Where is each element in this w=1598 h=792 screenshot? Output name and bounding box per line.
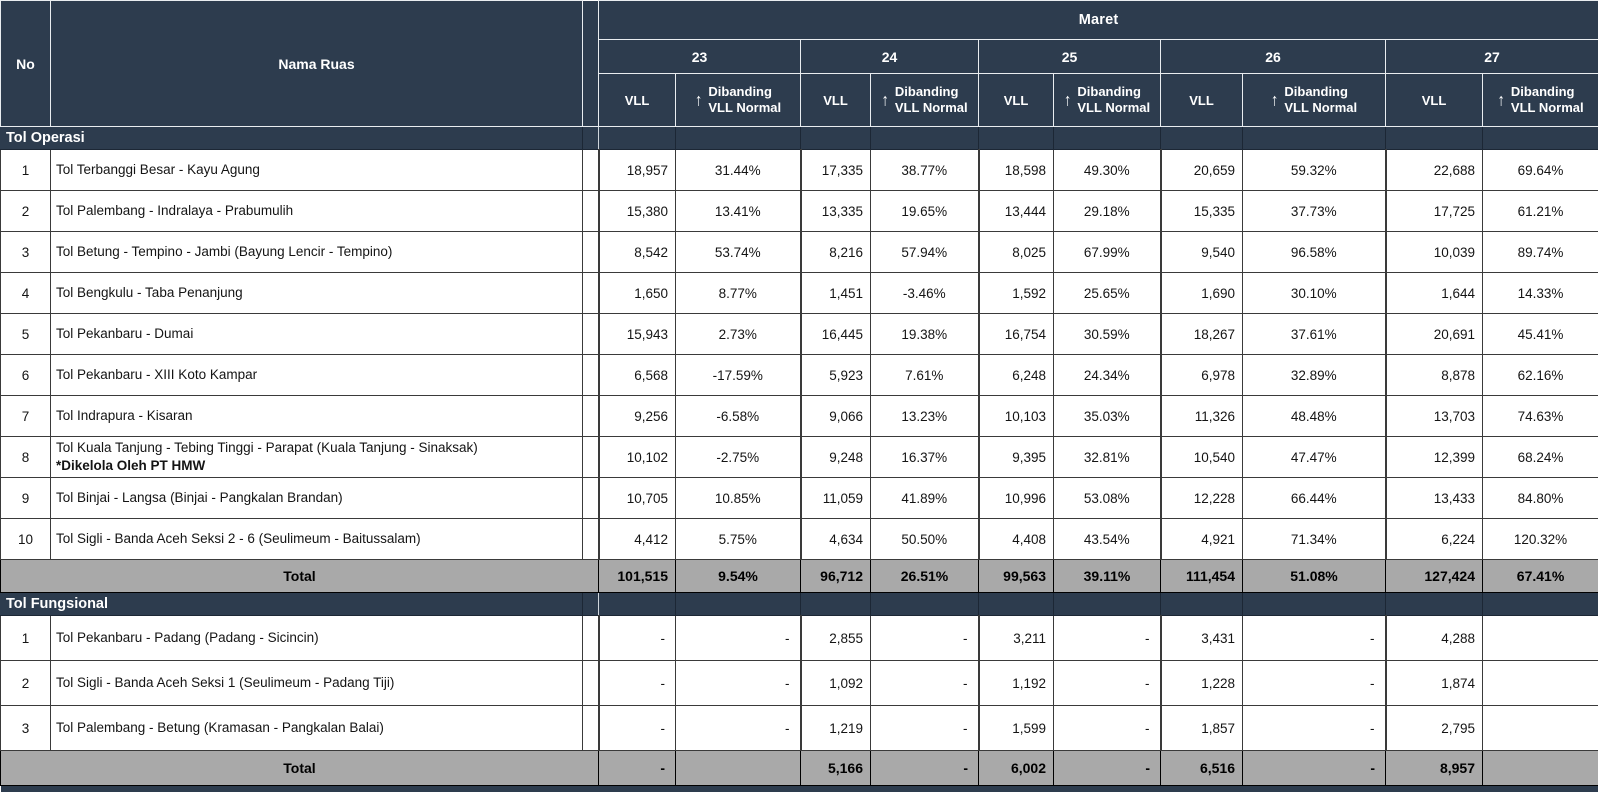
- vll-cell: 4,288: [1386, 616, 1483, 661]
- dibanding-cell: -: [871, 706, 979, 751]
- section-band-cell: [1161, 593, 1243, 616]
- vll-cell: 3,431: [1161, 616, 1243, 661]
- table-row: [1, 273, 1598, 314]
- dibanding-cell: 71.34%: [1243, 519, 1386, 560]
- day-header-25: 25: [979, 40, 1161, 74]
- section-band-cell: [979, 127, 1054, 150]
- ruas-name-cell: [51, 519, 583, 560]
- section-band-cell: [871, 127, 979, 150]
- dibanding-header-lines: [895, 84, 968, 117]
- ruas-name-text: Tol Pekanbaru - XIII Koto Kampar: [56, 366, 580, 384]
- dibanding-line2: VLL Normal: [1077, 100, 1150, 116]
- dibanding-cell: -: [1243, 706, 1386, 751]
- total-vll-cell: 127,424: [1386, 560, 1483, 593]
- total-label: Total: [1, 560, 599, 593]
- vll-cell: 13,433: [1386, 478, 1483, 519]
- vll-cell: 1,192: [979, 661, 1054, 706]
- total-vll-cell: 5,166: [801, 751, 871, 786]
- vll-column-header: VLL: [1161, 74, 1243, 127]
- dibanding-cell: [1483, 616, 1598, 661]
- vll-cell: 1,874: [1386, 661, 1483, 706]
- dibanding-cell: 74.63%: [1483, 396, 1598, 437]
- vll-cell: 4,921: [1161, 519, 1243, 560]
- vll-cell: 15,335: [1161, 191, 1243, 232]
- row-number-cell: 1: [1, 616, 51, 661]
- vll-cell: -: [599, 616, 676, 661]
- vll-cell: 11,326: [1161, 396, 1243, 437]
- dibanding-line1: Dibanding: [1284, 84, 1357, 100]
- vll-cell: 1,219: [801, 706, 871, 751]
- vll-cell: 1,857: [1161, 706, 1243, 751]
- dibanding-cell: 61.21%: [1483, 191, 1598, 232]
- section-band-cell: [599, 593, 676, 616]
- section-band-cell: [871, 593, 979, 616]
- total-dibanding-cell: 67.41%: [1483, 560, 1598, 593]
- up-arrow-icon: ↑: [1497, 91, 1505, 108]
- dibanding-header-content: [676, 84, 800, 117]
- dibanding-cell: 24.34%: [1054, 355, 1161, 396]
- dibanding-line2: VLL Normal: [708, 100, 781, 116]
- dibanding-cell: 41.89%: [871, 478, 979, 519]
- dibanding-cell: 8.77%: [676, 273, 801, 314]
- row-number-cell: 6: [1, 355, 51, 396]
- day-header-24: 24: [801, 40, 979, 74]
- ruas-name-cell: [51, 478, 583, 519]
- ruas-name-cell: [51, 616, 583, 661]
- total-dibanding-cell: [1483, 751, 1598, 786]
- vll-cell: 9,540: [1161, 232, 1243, 273]
- vll-cell: 17,335: [801, 150, 871, 191]
- table-row: [1, 314, 1598, 355]
- table-row: [1, 519, 1598, 560]
- dibanding-cell: 62.16%: [1483, 355, 1598, 396]
- column-header-nama-ruas: Nama Ruas: [51, 1, 583, 127]
- spacer-cell: [583, 273, 599, 314]
- vll-cell: 1,690: [1161, 273, 1243, 314]
- vll-cell: -: [599, 706, 676, 751]
- ruas-name-cell: [51, 437, 583, 478]
- dibanding-cell: 68.24%: [1483, 437, 1598, 478]
- vll-cell: 18,598: [979, 150, 1054, 191]
- row-number-cell: 2: [1, 191, 51, 232]
- ruas-name-text: Tol Palembang - Indralaya - Prabumulih: [56, 202, 580, 220]
- dibanding-column-header: [676, 74, 801, 127]
- dibanding-cell: 50.50%: [871, 519, 979, 560]
- section-band-cell: [1243, 127, 1386, 150]
- ruas-name-cell: [51, 273, 583, 314]
- vll-cell: 20,659: [1161, 150, 1243, 191]
- dibanding-cell: 13.23%: [871, 396, 979, 437]
- dibanding-cell: -: [676, 706, 801, 751]
- dibanding-cell: 30.10%: [1243, 273, 1386, 314]
- dibanding-cell: [1483, 661, 1598, 706]
- total-dibanding-cell: 26.51%: [871, 560, 979, 593]
- vll-cell: 1,644: [1386, 273, 1483, 314]
- dibanding-cell: 53.74%: [676, 232, 801, 273]
- vll-cell: 1,592: [979, 273, 1054, 314]
- dibanding-cell: -3.46%: [871, 273, 979, 314]
- dibanding-cell: 37.61%: [1243, 314, 1386, 355]
- row-number-cell: 4: [1, 273, 51, 314]
- ruas-name-text: Tol Sigli - Banda Aceh Seksi 2 - 6 (Seulimeum - Baitussalam): [56, 530, 580, 548]
- dibanding-cell: 10.85%: [676, 478, 801, 519]
- dibanding-header-content: [1483, 84, 1598, 117]
- dibanding-cell: -: [1243, 616, 1386, 661]
- vll-column-header: VLL: [801, 74, 871, 127]
- vll-column-header: VLL: [1386, 74, 1483, 127]
- row-number-cell: 5: [1, 314, 51, 355]
- dibanding-cell: 43.54%: [1054, 519, 1161, 560]
- dibanding-cell: 7.61%: [871, 355, 979, 396]
- ruas-name-note: *Dikelola Oleh PT HMW: [56, 457, 580, 475]
- dibanding-cell: -17.59%: [676, 355, 801, 396]
- ruas-name-text: Tol Sigli - Banda Aceh Seksi 1 (Seulimeum - Padang Tiji): [56, 674, 580, 692]
- row-number-cell: 9: [1, 478, 51, 519]
- dibanding-cell: 19.38%: [871, 314, 979, 355]
- vll-cell: 20,691: [1386, 314, 1483, 355]
- vll-cell: 10,705: [599, 478, 676, 519]
- dibanding-cell: 53.08%: [1054, 478, 1161, 519]
- dibanding-cell: 30.59%: [1054, 314, 1161, 355]
- dibanding-cell: -: [1054, 661, 1161, 706]
- dibanding-cell: -: [676, 616, 801, 661]
- row-number-cell: 1: [1, 150, 51, 191]
- vll-cell: 18,957: [599, 150, 676, 191]
- total-dibanding-cell: 51.08%: [1243, 560, 1386, 593]
- dibanding-cell: 38.77%: [871, 150, 979, 191]
- dibanding-cell: 16.37%: [871, 437, 979, 478]
- spacer-cell: [583, 661, 599, 706]
- table-row: [1, 355, 1598, 396]
- dibanding-column-header: [871, 74, 979, 127]
- vll-cell: 9,256: [599, 396, 676, 437]
- total-row: [1, 751, 1598, 786]
- dibanding-cell: 37.73%: [1243, 191, 1386, 232]
- vll-cell: 13,444: [979, 191, 1054, 232]
- vll-cell: 8,025: [979, 232, 1054, 273]
- section-band-cell: [676, 127, 801, 150]
- section-row: [1, 127, 1598, 150]
- dibanding-cell: -: [676, 661, 801, 706]
- bottom-section-strip: [1, 786, 1598, 792]
- dibanding-cell: 69.64%: [1483, 150, 1598, 191]
- vll-cell: 1,650: [599, 273, 676, 314]
- dibanding-cell: -: [1243, 661, 1386, 706]
- vll-cell: 10,102: [599, 437, 676, 478]
- column-header-no: No: [1, 1, 51, 127]
- section-label: Tol Operasi: [1, 127, 583, 150]
- vll-cell: 4,634: [801, 519, 871, 560]
- dibanding-line2: VLL Normal: [895, 100, 968, 116]
- ruas-name-cell: [51, 396, 583, 437]
- dibanding-header-lines: [1284, 84, 1357, 117]
- row-number-cell: 7: [1, 396, 51, 437]
- row-number-cell: 3: [1, 232, 51, 273]
- spacer-cell: [583, 191, 599, 232]
- spacer-cell: [583, 593, 599, 616]
- dibanding-cell: 67.99%: [1054, 232, 1161, 273]
- ruas-name-text: Tol Terbanggi Besar - Kayu Agung: [56, 161, 580, 179]
- table-row: [1, 191, 1598, 232]
- ruas-name-text: Tol Pekanbaru - Padang (Padang - Sicincin): [56, 629, 580, 647]
- ruas-name-cell: [51, 706, 583, 751]
- total-vll-cell: 111,454: [1161, 560, 1243, 593]
- dibanding-cell: -: [871, 661, 979, 706]
- vll-cell: 1,228: [1161, 661, 1243, 706]
- dibanding-cell: -2.75%: [676, 437, 801, 478]
- total-label: Total: [1, 751, 599, 786]
- section-band-cell: [1243, 593, 1386, 616]
- dibanding-cell: -: [1054, 616, 1161, 661]
- ruas-name-text: Tol Kuala Tanjung - Tebing Tinggi - Parapat (Kuala Tanjung - Sinaksak): [56, 439, 580, 457]
- up-arrow-icon: ↑: [1271, 91, 1279, 108]
- dibanding-cell: 48.48%: [1243, 396, 1386, 437]
- total-dibanding-cell: 9.54%: [676, 560, 801, 593]
- dibanding-cell: 35.03%: [1054, 396, 1161, 437]
- spacer-cell: [583, 478, 599, 519]
- dibanding-column-header: [1243, 74, 1386, 127]
- dibanding-cell: -6.58%: [676, 396, 801, 437]
- dibanding-cell: 89.74%: [1483, 232, 1598, 273]
- row-number-cell: 3: [1, 706, 51, 751]
- vll-cell: 17,725: [1386, 191, 1483, 232]
- spacer-cell: [583, 396, 599, 437]
- dibanding-cell: 66.44%: [1243, 478, 1386, 519]
- dibanding-cell: 47.47%: [1243, 437, 1386, 478]
- dibanding-line1: Dibanding: [708, 84, 781, 100]
- vll-cell: 2,795: [1386, 706, 1483, 751]
- vll-cell: 9,066: [801, 396, 871, 437]
- vll-cell: 15,943: [599, 314, 676, 355]
- table-row: [1, 437, 1598, 478]
- vll-cell: 12,399: [1386, 437, 1483, 478]
- vll-cell: 10,103: [979, 396, 1054, 437]
- dibanding-header-content: [871, 84, 978, 117]
- up-arrow-icon: ↑: [881, 91, 889, 108]
- spacer-cell: [583, 355, 599, 396]
- table-header: [1, 1, 1598, 127]
- dibanding-cell: 5.75%: [676, 519, 801, 560]
- ruas-name-cell: [51, 314, 583, 355]
- total-dibanding-cell: -: [1243, 751, 1386, 786]
- section-band-cell: [801, 593, 871, 616]
- row-number-cell: 10: [1, 519, 51, 560]
- ruas-name-text: Tol Bengkulu - Taba Penanjung: [56, 284, 580, 302]
- dibanding-header-lines: [1511, 84, 1584, 117]
- up-arrow-icon: ↑: [695, 91, 703, 108]
- day-header-27: 27: [1386, 40, 1598, 74]
- ruas-name-cell: [51, 661, 583, 706]
- total-vll-cell: 6,516: [1161, 751, 1243, 786]
- vll-cell: 1,599: [979, 706, 1054, 751]
- spacer-cell: [583, 314, 599, 355]
- section-band-cell: [1161, 127, 1243, 150]
- dibanding-cell: 32.89%: [1243, 355, 1386, 396]
- row-number-cell: 8: [1, 437, 51, 478]
- vll-cell: 8,542: [599, 232, 676, 273]
- total-vll-cell: 99,563: [979, 560, 1054, 593]
- section-band-cell: [1386, 127, 1483, 150]
- dibanding-cell: 14.33%: [1483, 273, 1598, 314]
- dibanding-line2: VLL Normal: [1284, 100, 1357, 116]
- dibanding-cell: 2.73%: [676, 314, 801, 355]
- vll-cell: 4,408: [979, 519, 1054, 560]
- dibanding-column-header: [1483, 74, 1598, 127]
- vll-cell: 10,996: [979, 478, 1054, 519]
- section-band-cell: [1054, 593, 1161, 616]
- total-dibanding-cell: 39.11%: [1054, 560, 1161, 593]
- total-vll-cell: 96,712: [801, 560, 871, 593]
- vll-cell: 3,211: [979, 616, 1054, 661]
- dibanding-cell: 31.44%: [676, 150, 801, 191]
- vll-cell: 6,978: [1161, 355, 1243, 396]
- spacer-cell: [583, 706, 599, 751]
- section-band-cell: [801, 127, 871, 150]
- bottom-strip-cell: [1, 786, 1598, 792]
- ruas-name-text: Tol Indrapura - Kisaran: [56, 407, 580, 425]
- total-dibanding-cell: -: [1054, 751, 1161, 786]
- table-row: [1, 478, 1598, 519]
- dibanding-cell: 45.41%: [1483, 314, 1598, 355]
- section-band-cell: [1386, 593, 1483, 616]
- vll-cell: 1,092: [801, 661, 871, 706]
- section-band-cell: [979, 593, 1054, 616]
- dibanding-cell: -: [1054, 706, 1161, 751]
- section-band-cell: [599, 127, 676, 150]
- spacer-cell: [583, 437, 599, 478]
- spacer-column-header: [583, 1, 599, 127]
- table-row: [1, 706, 1598, 751]
- table-row: [1, 150, 1598, 191]
- day-header-26: 26: [1161, 40, 1386, 74]
- spacer-cell: [583, 127, 599, 150]
- vll-cell: -: [599, 661, 676, 706]
- vll-cell: 11,059: [801, 478, 871, 519]
- dibanding-column-header: [1054, 74, 1161, 127]
- row-number-cell: 2: [1, 661, 51, 706]
- dibanding-header-lines: [1077, 84, 1150, 117]
- vll-cell: 12,228: [1161, 478, 1243, 519]
- dibanding-cell: [1483, 706, 1598, 751]
- section-label: Tol Fungsional: [1, 593, 583, 616]
- vll-cell: 22,688: [1386, 150, 1483, 191]
- spacer-cell: [583, 150, 599, 191]
- table-row: [1, 616, 1598, 661]
- vll-cell: 4,412: [599, 519, 676, 560]
- vll-cell: 16,445: [801, 314, 871, 355]
- dibanding-line1: Dibanding: [1077, 84, 1150, 100]
- day-header-23: 23: [599, 40, 801, 74]
- section-band-cell: [1054, 127, 1161, 150]
- spacer-cell: [583, 232, 599, 273]
- dibanding-cell: -: [871, 616, 979, 661]
- total-vll-cell: 6,002: [979, 751, 1054, 786]
- vll-cell: 6,224: [1386, 519, 1483, 560]
- ruas-name-text: Tol Betung - Tempino - Jambi (Bayung Lencir - Tempino): [56, 243, 580, 261]
- total-vll-cell: -: [599, 751, 676, 786]
- spacer-cell: [583, 519, 599, 560]
- vll-cell: 13,335: [801, 191, 871, 232]
- vll-cell: 9,248: [801, 437, 871, 478]
- dibanding-line2: VLL Normal: [1511, 100, 1584, 116]
- spacer-cell: [583, 616, 599, 661]
- dibanding-cell: 49.30%: [1054, 150, 1161, 191]
- vll-column-header: VLL: [599, 74, 676, 127]
- vll-cell: 6,248: [979, 355, 1054, 396]
- total-dibanding-cell: [676, 751, 801, 786]
- up-arrow-icon: ↑: [1064, 91, 1072, 108]
- dibanding-header-content: [1243, 84, 1385, 117]
- vll-cell: 13,703: [1386, 396, 1483, 437]
- vll-cell: 2,855: [801, 616, 871, 661]
- vll-cell: 8,878: [1386, 355, 1483, 396]
- vll-cell: 16,754: [979, 314, 1054, 355]
- ruas-name-text: Tol Pekanbaru - Dumai: [56, 325, 580, 343]
- ruas-name-text: Tol Palembang - Betung (Kramasan - Pangkalan Balai): [56, 719, 580, 737]
- section-band-cell: [1483, 593, 1598, 616]
- dibanding-cell: 96.58%: [1243, 232, 1386, 273]
- dibanding-line1: Dibanding: [1511, 84, 1584, 100]
- vll-cell: 10,540: [1161, 437, 1243, 478]
- vll-column-header: VLL: [979, 74, 1054, 127]
- vll-cell: 6,568: [599, 355, 676, 396]
- vll-cell: 9,395: [979, 437, 1054, 478]
- ruas-name-text: Tol Binjai - Langsa (Binjai - Pangkalan Brandan): [56, 489, 580, 507]
- table-row: [1, 396, 1598, 437]
- section-band-cell: [1483, 127, 1598, 150]
- dibanding-cell: 57.94%: [871, 232, 979, 273]
- vll-cell: 8,216: [801, 232, 871, 273]
- dibanding-cell: 25.65%: [1054, 273, 1161, 314]
- total-dibanding-cell: -: [871, 751, 979, 786]
- table-row: [1, 232, 1598, 273]
- dibanding-cell: 19.65%: [871, 191, 979, 232]
- dibanding-cell: 59.32%: [1243, 150, 1386, 191]
- dibanding-cell: 29.18%: [1054, 191, 1161, 232]
- total-vll-cell: 8,957: [1386, 751, 1483, 786]
- vll-cell: 1,451: [801, 273, 871, 314]
- table-row: [1, 661, 1598, 706]
- vll-cell: 5,923: [801, 355, 871, 396]
- ruas-name-cell: [51, 232, 583, 273]
- vll-cell: 15,380: [599, 191, 676, 232]
- section-band-cell: [676, 593, 801, 616]
- dibanding-header-content: [1054, 84, 1160, 117]
- total-row: [1, 560, 1598, 593]
- dibanding-cell: 120.32%: [1483, 519, 1598, 560]
- ruas-name-cell: [51, 150, 583, 191]
- dibanding-cell: 13.41%: [676, 191, 801, 232]
- total-vll-cell: 101,515: [599, 560, 676, 593]
- dibanding-header-lines: [708, 84, 781, 117]
- vll-cell: 18,267: [1161, 314, 1243, 355]
- dibanding-cell: 84.80%: [1483, 478, 1598, 519]
- vll-cell: 10,039: [1386, 232, 1483, 273]
- ruas-name-cell: [51, 355, 583, 396]
- section-row: [1, 593, 1598, 616]
- ruas-name-cell: [51, 191, 583, 232]
- dibanding-line1: Dibanding: [895, 84, 968, 100]
- month-header: Maret: [599, 1, 1598, 40]
- dibanding-cell: 32.81%: [1054, 437, 1161, 478]
